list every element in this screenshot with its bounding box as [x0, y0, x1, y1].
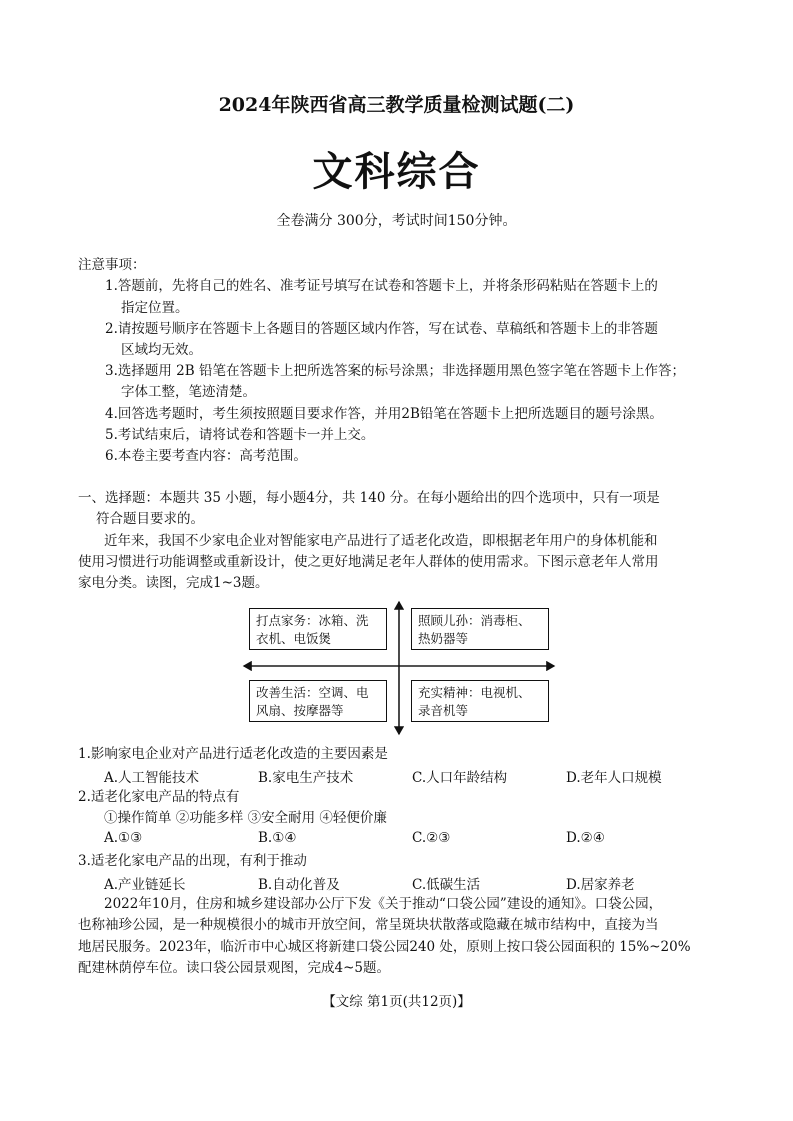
- q3-option-b: B.自动化普及: [258, 877, 340, 893]
- note-item: 5.考试结束后，请将试卷和答题卡一并上交。: [105, 427, 375, 443]
- q1-option-b: B.家电生产技术: [258, 770, 354, 786]
- quadrant-top-left: 打点家务：冰箱、洗衣机、电饭煲: [249, 608, 387, 650]
- q2-option-d: D.②④: [566, 830, 605, 846]
- note-item: 1.答题前，先将自己的姓名、准考证号填写在试卷和答题卡上，并将条形码粘贴在答题卡上的: [105, 278, 658, 294]
- intro-line: 家电分类。读图，完成1~3题。: [78, 575, 269, 591]
- passage-line: 也称袖珍公园，是一种规模很小的城市开放空间，常呈斑块状散落或隐藏在城市结构中，直接为当: [78, 917, 659, 933]
- section-heading-cont: 符合题目要求的。: [96, 511, 204, 527]
- note-item: 2.请按题号顺序在答题卡上各题目的答题区域内作答，写在试卷、草稿纸和答题卡上的非答题: [105, 321, 658, 337]
- note-item: 指定位置。: [121, 300, 189, 316]
- appliance-classification-figure: [240, 598, 558, 738]
- page-footer: 【文综 第1页(共12页)】: [322, 994, 471, 1010]
- note-item: 3.选择题用 2B 铅笔在答题卡上把所选答案的标号涂黑；非选择题用黑色签字笔在答题卡上作答；: [105, 363, 685, 379]
- notes-heading: 注意事项：: [78, 257, 146, 273]
- note-item: 区域均无效。: [121, 342, 202, 358]
- note-item: 字体工整，笔迹清楚。: [121, 384, 256, 400]
- question-2-stem: 2.适老化家电产品的特点有: [78, 789, 240, 805]
- q1-option-c: C.人口年龄结构: [412, 770, 508, 786]
- q2-option-a: A.①③: [104, 830, 143, 846]
- q3-option-a: A.产业链延长: [104, 877, 186, 893]
- subject-title: 文科综合: [312, 148, 481, 195]
- exam-title: 2024年陕西省高三教学质量检测试题(二): [218, 94, 575, 116]
- quadrant-bottom-right: 充实精神：电视机、录音机等: [411, 680, 549, 722]
- q1-option-a: A.人工智能技术: [104, 770, 200, 786]
- note-item: 4.回答选考题时，考生须按照题目要求作答，并用2B铅笔在答题卡上把所选题目的题号涂黑。: [105, 406, 663, 422]
- question-3-stem: 3.适老化家电产品的出现，有利于推动: [78, 853, 307, 869]
- intro-line: 近年来，我国不少家电企业对智能家电产品进行了适老化改造，即根据老年用户的身体机能和: [104, 533, 658, 549]
- q2-statements: ①操作简单 ②功能多样 ③安全耐用 ④轻便价廉: [104, 810, 387, 826]
- q3-option-d: D.居家养老: [566, 877, 635, 893]
- note-item: 6.本卷主要考查内容：高考范围。: [105, 448, 307, 464]
- q2-option-c: C.②③: [412, 830, 451, 846]
- q1-option-d: D.老年人口规模: [566, 770, 662, 786]
- passage-line: 地居民服务。2023年，临沂市中心城区将新建口袋公园240 处，原则上按口袋公园面积的 15%~20%: [78, 939, 691, 955]
- section-heading: 一、选择题：本题共 35 小题，每小题4分，共 140 分。在每小题给出的四个选项中，只有一项是: [78, 490, 660, 506]
- question-1-stem: 1.影响家电企业对产品进行适老化改造的主要因素是: [78, 746, 388, 762]
- q3-option-c: C.低碳生活: [412, 877, 481, 893]
- intro-line: 使用习惯进行功能调整或重新设计，使之更好地满足老年人群体的使用需求。下图示意老年人常用: [78, 554, 659, 570]
- quadrant-top-right: 照顾儿孙：消毒柜、热奶器等: [411, 608, 549, 650]
- passage-line: 2022年10月，住房和城乡建设部办公厅下发《关于推动“口袋公园”建设的通知》。口袋公园，: [104, 896, 663, 912]
- passage-line: 配建林荫停车位。读口袋公园景观图，完成4~5题。: [78, 960, 390, 976]
- quadrant-bottom-left: 改善生活：空调、电风扇、按摩器等: [249, 680, 387, 722]
- score-time-note: 全卷满分 300分，考试时间150分钟。: [276, 213, 517, 229]
- q2-option-b: B.①④: [258, 830, 297, 846]
